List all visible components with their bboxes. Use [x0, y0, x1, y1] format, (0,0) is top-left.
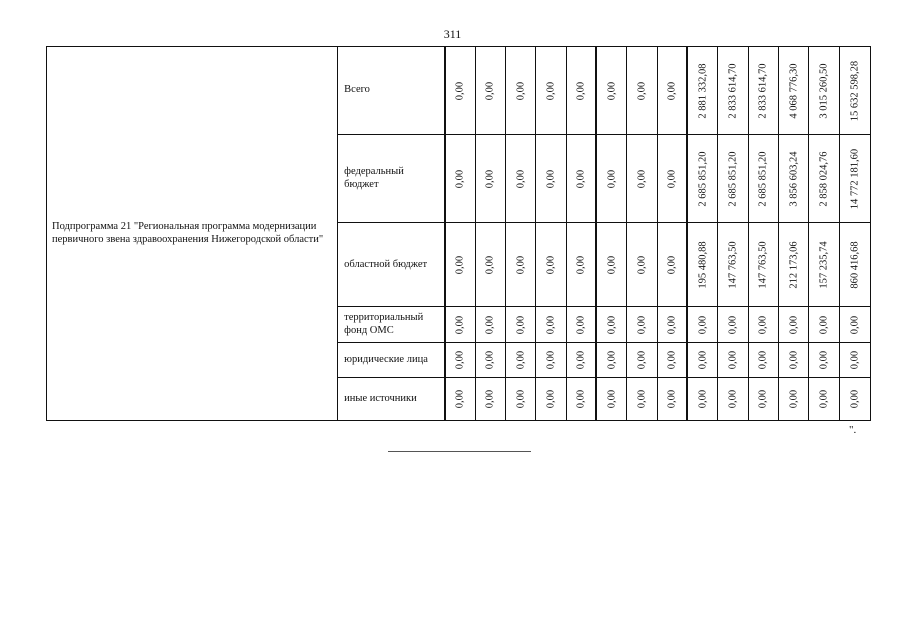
value-text: 0,00 — [454, 315, 466, 334]
value-cell — [536, 135, 566, 223]
value-cell — [718, 378, 748, 421]
funding-table — [46, 46, 871, 421]
value-text: 2 833 614,70 — [757, 63, 769, 119]
value-cell — [809, 378, 839, 421]
value-text: 0,00 — [606, 169, 618, 188]
value-text: 212 173,06 — [788, 241, 800, 289]
value-text: 0,00 — [515, 315, 527, 334]
value-text: 157 235,74 — [818, 241, 830, 289]
value-cell — [445, 223, 475, 307]
value-text: 2 881 332,08 — [697, 63, 709, 119]
value-cell — [657, 223, 687, 307]
value-cell — [778, 135, 808, 223]
value-text: 147 763,50 — [727, 241, 739, 289]
value-text: 0,00 — [484, 390, 496, 409]
value-cell — [627, 342, 657, 377]
value-text: 0,00 — [849, 350, 861, 370]
value-text: 0,00 — [849, 390, 861, 409]
value-cell — [657, 135, 687, 223]
value-cell — [748, 223, 778, 307]
value-text: 0,00 — [484, 255, 496, 275]
value-text: 3 015 260,50 — [818, 63, 830, 119]
funding-source-cell: территориальный фонд ОМС — [338, 307, 445, 342]
value-cell — [566, 342, 596, 377]
value-cell — [778, 223, 808, 307]
value-text: 3 856 603,24 — [788, 151, 800, 207]
value-cell — [839, 378, 870, 421]
value-cell — [536, 342, 566, 377]
value-text: 14 772 181,60 — [849, 148, 861, 209]
value-cell — [566, 223, 596, 307]
value-cell — [566, 47, 596, 135]
funding-source-cell: федеральный бюджет — [338, 135, 445, 223]
value-cell — [839, 307, 870, 342]
value-text: 0,00 — [666, 169, 678, 188]
value-text: 147 763,50 — [757, 241, 769, 289]
value-text: 0,00 — [666, 350, 678, 370]
value-text: 0,00 — [697, 390, 709, 409]
value-cell — [657, 342, 687, 377]
funding-source-cell: иные источники — [338, 378, 445, 421]
value-cell — [839, 342, 870, 377]
value-text: 0,00 — [818, 390, 830, 409]
value-text: 0,00 — [545, 169, 557, 188]
value-text: 0,00 — [575, 81, 587, 100]
value-text: 0,00 — [636, 255, 648, 275]
value-cell — [596, 223, 626, 307]
value-text: 0,00 — [575, 169, 587, 188]
value-cell — [748, 135, 778, 223]
value-text: 0,00 — [606, 81, 618, 100]
value-text: 0,00 — [727, 350, 739, 370]
value-cell — [687, 223, 717, 307]
value-text: 2 685 851,20 — [757, 151, 769, 207]
value-cell — [475, 223, 505, 307]
value-text: 0,00 — [727, 390, 739, 409]
value-cell — [687, 135, 717, 223]
value-cell — [505, 223, 535, 307]
value-cell — [505, 342, 535, 377]
value-cell — [627, 378, 657, 421]
value-cell — [687, 342, 717, 377]
value-text: 0,00 — [606, 350, 618, 370]
value-cell — [475, 307, 505, 342]
value-text: 0,00 — [727, 315, 739, 334]
value-cell — [627, 135, 657, 223]
value-text: 0,00 — [606, 390, 618, 409]
value-text: 0,00 — [515, 390, 527, 409]
value-cell — [627, 47, 657, 135]
value-text: 0,00 — [757, 390, 769, 409]
table-row — [47, 47, 871, 135]
value-text: 0,00 — [788, 315, 800, 334]
value-text: 0,00 — [666, 315, 678, 334]
value-text: 0,00 — [545, 255, 557, 275]
value-cell — [596, 135, 626, 223]
value-cell — [445, 307, 475, 342]
value-cell — [809, 47, 839, 135]
value-cell — [839, 47, 870, 135]
closing-quote: ". — [849, 424, 857, 436]
value-cell — [475, 342, 505, 377]
value-cell — [839, 223, 870, 307]
value-text: 0,00 — [636, 390, 648, 409]
value-cell — [566, 378, 596, 421]
program-name-cell: Подпрограмма 21 "Региональная программа модернизации первичного звена здравоохранения Нижегородской области" — [47, 47, 338, 421]
value-cell — [566, 135, 596, 223]
value-text: 0,00 — [788, 350, 800, 370]
value-text: 0,00 — [575, 315, 587, 334]
value-text: 0,00 — [515, 255, 527, 275]
value-text: 0,00 — [575, 255, 587, 275]
value-text: 0,00 — [515, 81, 527, 100]
value-text: 0,00 — [515, 169, 527, 188]
value-cell — [657, 307, 687, 342]
value-cell — [748, 47, 778, 135]
footnote-separator — [388, 451, 531, 452]
value-text: 0,00 — [666, 81, 678, 100]
value-text: 0,00 — [849, 315, 861, 334]
value-cell — [718, 135, 748, 223]
value-text: 0,00 — [636, 315, 648, 334]
value-text: 4 068 776,30 — [788, 63, 800, 119]
value-cell — [748, 378, 778, 421]
value-cell — [809, 307, 839, 342]
value-cell — [748, 307, 778, 342]
value-cell — [657, 378, 687, 421]
value-cell — [596, 378, 626, 421]
value-text: 195 480,88 — [697, 241, 709, 289]
value-text: 0,00 — [666, 255, 678, 275]
value-text: 0,00 — [545, 350, 557, 370]
value-text: 2 858 024,76 — [818, 151, 830, 207]
value-cell — [536, 223, 566, 307]
value-text: 15 632 598,28 — [849, 60, 861, 121]
funding-source-cell: областной бюджет — [338, 223, 445, 307]
funding-source-cell: юридические лица — [338, 342, 445, 377]
value-cell — [778, 378, 808, 421]
value-cell — [778, 47, 808, 135]
value-cell — [748, 342, 778, 377]
value-text: 0,00 — [454, 169, 466, 188]
value-cell — [687, 47, 717, 135]
value-cell — [718, 47, 748, 135]
value-cell — [778, 342, 808, 377]
value-cell — [475, 47, 505, 135]
value-cell — [627, 223, 657, 307]
value-text: 0,00 — [636, 81, 648, 100]
value-cell — [536, 47, 566, 135]
value-cell — [718, 223, 748, 307]
value-cell — [566, 307, 596, 342]
value-text: 2 685 851,20 — [727, 151, 739, 207]
value-cell — [778, 307, 808, 342]
value-text: 0,00 — [484, 169, 496, 188]
value-cell — [596, 47, 626, 135]
value-cell — [445, 342, 475, 377]
value-text: 0,00 — [606, 255, 618, 275]
value-cell — [505, 47, 535, 135]
funding-source-cell: Всего — [338, 47, 445, 135]
value-cell — [536, 307, 566, 342]
value-cell — [627, 307, 657, 342]
value-cell — [809, 135, 839, 223]
value-cell — [718, 342, 748, 377]
value-text: 0,00 — [575, 350, 587, 370]
value-text: 0,00 — [484, 81, 496, 100]
value-cell — [445, 378, 475, 421]
value-text: 0,00 — [697, 350, 709, 370]
value-text: 0,00 — [454, 350, 466, 370]
value-cell — [505, 135, 535, 223]
value-cell — [445, 47, 475, 135]
value-text: 0,00 — [818, 350, 830, 370]
value-cell — [445, 135, 475, 223]
value-cell — [596, 307, 626, 342]
value-text: 0,00 — [606, 315, 618, 334]
value-text: 2 833 614,70 — [727, 63, 739, 119]
value-cell — [505, 307, 535, 342]
value-text: 2 685 851,20 — [697, 151, 709, 207]
value-text: 0,00 — [545, 315, 557, 334]
value-text: 0,00 — [636, 350, 648, 370]
value-text: 0,00 — [575, 390, 587, 409]
value-text: 0,00 — [484, 350, 496, 370]
value-text: 0,00 — [454, 81, 466, 100]
value-cell — [839, 135, 870, 223]
value-cell — [657, 47, 687, 135]
value-text: 0,00 — [545, 81, 557, 100]
value-text: 0,00 — [818, 315, 830, 334]
value-text: 0,00 — [515, 350, 527, 370]
value-cell — [505, 378, 535, 421]
value-text: 0,00 — [454, 255, 466, 275]
value-text: 0,00 — [757, 350, 769, 370]
value-text: 0,00 — [757, 315, 769, 334]
page-number: 311 — [443, 27, 462, 41]
value-cell — [536, 378, 566, 421]
value-text: 0,00 — [697, 315, 709, 334]
value-cell — [687, 307, 717, 342]
value-text: 0,00 — [666, 390, 678, 409]
value-cell — [809, 223, 839, 307]
value-cell — [475, 135, 505, 223]
value-text: 860 416,68 — [849, 241, 861, 289]
value-text: 0,00 — [484, 315, 496, 334]
value-text: 0,00 — [454, 390, 466, 409]
value-cell — [687, 378, 717, 421]
value-text: 0,00 — [636, 169, 648, 188]
value-cell — [718, 307, 748, 342]
value-cell — [596, 342, 626, 377]
value-cell — [475, 378, 505, 421]
value-text: 0,00 — [545, 390, 557, 409]
value-text: 0,00 — [788, 390, 800, 409]
value-cell — [809, 342, 839, 377]
